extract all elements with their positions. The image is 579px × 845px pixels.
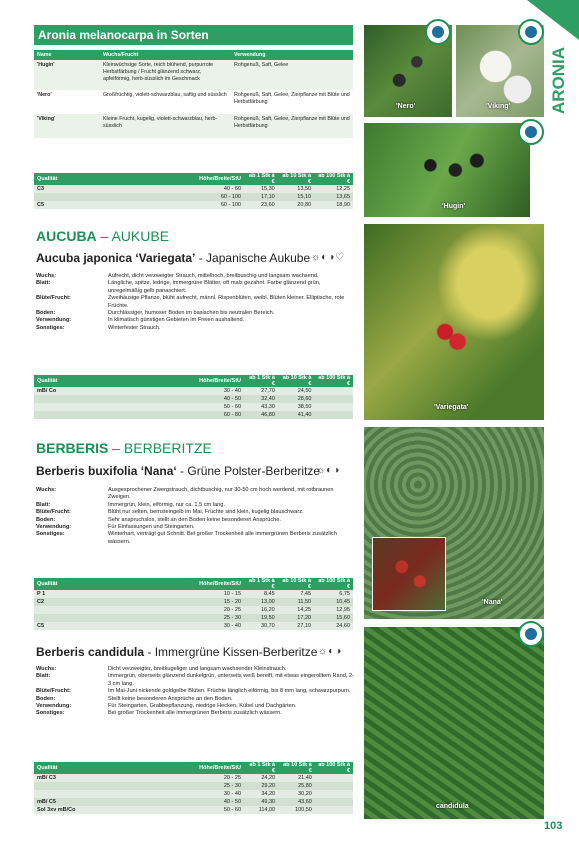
table-cell: 30 - 40: [164, 387, 244, 395]
table-cell: 38,50: [278, 403, 315, 411]
aucuba-properties: [36, 273, 354, 332]
table-cell: 28,60: [278, 395, 315, 403]
table-row: [34, 387, 353, 395]
table-cell: 49,30: [244, 798, 278, 806]
section-title-bold: BERBERIS: [36, 440, 109, 456]
sorten-table: [34, 50, 353, 138]
property-value: Immergrün, oberseits glänzend dunkelgrün, unterseits weiß bereift, mit etwas eingerolltem Rand, 2-3 cm lang.: [108, 673, 354, 687]
col-header: Qualität: [34, 173, 164, 185]
site-symbols-icon: ☼◐◑: [318, 646, 343, 657]
property-row: [36, 310, 354, 317]
table-cell: 8,45: [244, 590, 278, 598]
table-cell: 'Hugin': [34, 60, 100, 90]
col-header: ab 1 Stk à €: [244, 578, 278, 590]
photo-caption: candidula: [436, 803, 469, 810]
table-cell: C3: [34, 185, 164, 193]
property-row: [36, 295, 354, 310]
property-key: Blüte/Frucht:: [36, 509, 71, 516]
table-cell: 30,20: [278, 790, 315, 798]
table-cell: 25,80: [278, 782, 315, 790]
nana-price-table: [34, 578, 353, 630]
table-cell: [34, 782, 164, 790]
table-cell: 24,50: [278, 387, 315, 395]
page-number: 103: [544, 820, 563, 832]
property-row: [36, 531, 354, 546]
table-cell: 12,25: [314, 185, 353, 193]
property-key: Verwendung:: [36, 524, 72, 531]
col-header: ab 100 Stk à €: [314, 375, 353, 387]
table-cell: 18,90: [314, 201, 353, 209]
photo-caption: 'Nana': [482, 599, 503, 606]
property-value: Zweihäusige Pflanze, blüht aufrecht, männl. Rispenblüten, weibl. Blüten kleiner. Elliptische, rote Früchte.: [108, 295, 345, 309]
property-key: Sonstiges:: [36, 324, 65, 331]
plant-name: Berberis candidula: [36, 645, 145, 659]
table-cell: [34, 790, 164, 798]
col-header: ab 1 Stk à €: [244, 173, 278, 185]
table-cell: [314, 387, 353, 395]
property-row: [36, 325, 354, 332]
property-row: [36, 517, 354, 524]
col-header: Höhe/Breite/StU: [164, 173, 244, 185]
table-cell: 50 - 60: [164, 806, 244, 814]
photo-caption: 'Viking': [486, 103, 511, 110]
col-header: ab 10 Stk à €: [278, 762, 315, 774]
col-header: Name: [34, 50, 100, 60]
property-row: [36, 487, 354, 502]
table-cell: 21,40: [278, 774, 315, 782]
property-value: Immergrün, klein, eiförmig, nur ca. 1,5 cm lang.: [108, 501, 225, 508]
property-key: Blatt:: [36, 673, 51, 680]
table-cell: 32,40: [244, 395, 278, 403]
table-cell: [34, 606, 164, 614]
property-key: Sonstiges:: [36, 710, 65, 717]
property-value: Für Steingarten, Grabbepflanzung, niedrige Hecken, Kübel und Dachgärten.: [108, 703, 297, 710]
property-row: [36, 509, 354, 516]
table-row: [34, 114, 353, 138]
table-row: [34, 806, 353, 814]
table-cell: 60 - 100: [164, 193, 244, 201]
col-header: Höhe/Breite/StU: [164, 375, 244, 387]
nana-inset-photo: [372, 537, 446, 611]
property-value: Bei großer Trockenheit alle immergrünen Berberis zusätzlich wässern.: [108, 710, 282, 717]
property-key: Blüte/Frucht:: [36, 295, 71, 302]
table-cell: 114,00: [244, 806, 278, 814]
property-key: Sonstiges:: [36, 531, 65, 538]
table-row: [34, 193, 353, 201]
quality-seal-icon: [425, 19, 451, 45]
table-row: [34, 60, 353, 90]
table-cell: [315, 782, 353, 790]
table-cell: 20 - 25: [164, 774, 244, 782]
table-cell: 17,10: [244, 193, 278, 201]
property-row: [36, 273, 354, 280]
property-value: Stellt keine besonderen Ansprüche an den Boden.: [108, 695, 233, 702]
col-header: Höhe/Breite/StU: [164, 762, 244, 774]
site-symbols-icon: ☼◐◑: [316, 465, 341, 476]
table-cell: [34, 193, 164, 201]
property-key: Blüte/Frucht:: [36, 688, 71, 695]
table-cell: 'Viking': [34, 114, 100, 138]
table-cell: mB/ C5: [34, 798, 164, 806]
table-cell: C5: [34, 201, 164, 209]
table-row: [34, 590, 353, 598]
aronia-price-table: [34, 173, 353, 209]
table-row: [34, 798, 353, 806]
property-value: Winterhart, verträgt gut Schnitt. Bei großer Trockenheit alle immergrünen Berberis zusätzlich wässern.: [108, 531, 337, 545]
col-header: Qualität: [34, 375, 164, 387]
property-value: Durchlässiger, humoser Boden im basischen bis neutralen Bereich.: [108, 310, 275, 317]
table-cell: 27,10: [278, 622, 314, 630]
plant-name: Aucuba japonica ‘Variegata’: [36, 251, 196, 265]
plant-common-name: - Grüne Polster-Berberitze: [176, 464, 321, 478]
table-cell: 30 - 40: [164, 790, 244, 798]
property-row: [36, 666, 354, 673]
table-row: [34, 185, 353, 193]
table-cell: 13,65: [314, 193, 353, 201]
table-row: [34, 395, 353, 403]
plant-name: Berberis buxifolia ‘Nana‘: [36, 464, 177, 478]
table-cell: 16,20: [244, 606, 278, 614]
table-cell: Kleinwüchsige Sorte, reich blühend, purpurrote Herbstfärbung / Frucht glänzend schwarz, apfelförmig, herb-süsslich im Geschmack: [100, 60, 231, 90]
table-row: [34, 614, 353, 622]
table-row: [34, 774, 353, 782]
table-cell: C2: [34, 598, 164, 606]
side-section-label: ARONIA: [549, 46, 568, 114]
table-cell: 15,30: [244, 185, 278, 193]
table-cell: 17,20: [278, 614, 314, 622]
property-value: Blüht nur selten, bernsteingelb im Mai, Früchte sind klein, kugelig blauschwarz.: [108, 509, 304, 516]
photo-caption: 'Nero': [396, 103, 416, 110]
table-cell: 40 - 60: [164, 185, 244, 193]
table-cell: 43,60: [278, 798, 315, 806]
table-cell: 6,75: [314, 590, 353, 598]
col-header: ab 100 Stk à €: [314, 578, 353, 590]
table-cell: C5: [34, 622, 164, 630]
col-header: ab 10 Stk à €: [278, 173, 314, 185]
table-cell: 20,80: [278, 201, 314, 209]
table-cell: Kleine Frucht, kugelig, violett-schwarzblau, herb-süsslich: [100, 114, 231, 138]
table-cell: Sol 3xv mB/Co: [34, 806, 164, 814]
table-row: [34, 622, 353, 630]
property-row: [36, 524, 354, 531]
table-cell: [34, 395, 164, 403]
table-cell: 23,60: [244, 201, 278, 209]
col-header: ab 100 Stk à €: [314, 173, 353, 185]
table-cell: 30 - 40: [164, 622, 244, 630]
property-key: Boden:: [36, 516, 56, 523]
table-cell: mB/ C3: [34, 774, 164, 782]
table-cell: 30,70: [244, 622, 278, 630]
table-cell: [34, 614, 164, 622]
table-cell: 50 - 60: [164, 403, 244, 411]
col-header: ab 1 Stk à €: [244, 762, 278, 774]
table-row: [34, 598, 353, 606]
plant-common-name: - Japanische Aukube: [195, 251, 311, 265]
table-cell: [315, 774, 353, 782]
property-value: In klimatisch günstigen Gebieten im Freien aushaltend.: [108, 317, 245, 324]
photo-caption: 'Hugin': [442, 203, 466, 210]
table-cell: 13,50: [278, 185, 314, 193]
table-cell: 41,40: [278, 411, 315, 419]
table-row: [34, 790, 353, 798]
property-row: [36, 696, 354, 703]
col-header: Qualität: [34, 578, 164, 590]
table-cell: [315, 798, 353, 806]
property-key: Blatt:: [36, 501, 51, 508]
property-key: Wuchs:: [36, 666, 57, 672]
col-header: Qualität: [34, 762, 164, 774]
table-cell: 12,95: [314, 606, 353, 614]
table-cell: Rohgenuß, Saft, Gelee, Zierpflanze mit Blüte und Herbstfärbung: [231, 114, 353, 138]
col-header: Verwendung: [231, 50, 353, 60]
table-cell: 24,60: [314, 622, 353, 630]
property-value: Im Mai-Juni nickende goldgelbe Blüten. Früchte länglich eiförmig, bis 8 mm lang, schwarzpurpurn.: [108, 688, 351, 695]
property-key: Wuchs:: [36, 487, 57, 493]
table-cell: 'Nero': [34, 90, 100, 114]
table-cell: Großfrüchtig, violett-schwarzblau, saftig und süsslich: [100, 90, 231, 114]
table-row: [34, 201, 353, 209]
col-header: ab 10 Stk à €: [278, 375, 315, 387]
table-cell: 15 - 20: [164, 598, 244, 606]
nana-plant-title: [36, 464, 320, 478]
property-row: [36, 280, 354, 295]
variegata-photo: [364, 224, 544, 420]
table-row: [34, 782, 353, 790]
table-cell: Rohgenuß, Saft, Gelee, Zierpflanze mit Blüte und Herbstfärbung: [231, 90, 353, 114]
table-cell: 24,20: [244, 774, 278, 782]
table-cell: 20 - 25: [164, 606, 244, 614]
property-key: Wuchs:: [36, 273, 57, 279]
aucuba-price-table: [34, 375, 353, 419]
table-cell: 46,80: [244, 411, 278, 419]
table-cell: 43,30: [244, 403, 278, 411]
table-cell: 40 - 50: [164, 395, 244, 403]
table-cell: [315, 790, 353, 798]
property-row: [36, 688, 354, 695]
table-cell: 100,50: [278, 806, 315, 814]
quality-seal-icon: [518, 621, 544, 647]
col-header: ab 1 Stk à €: [244, 375, 278, 387]
table-cell: 19,50: [244, 614, 278, 622]
property-row: [36, 710, 354, 717]
property-value: Sehr anspruchslos, stellt an den Boden keine besonderen Ansprüche.: [108, 516, 281, 523]
table-cell: 15,60: [314, 614, 353, 622]
table-cell: 40 - 50: [164, 798, 244, 806]
quality-seal-icon: [518, 19, 544, 45]
candidula-properties: [36, 666, 354, 718]
property-value: Aufrecht, dicht verzweigter Strauch, mittelhoch, breitbuschig und langsam wachsend.: [108, 273, 319, 279]
table-cell: [34, 403, 164, 411]
aucuba-section-title: [36, 228, 169, 244]
candidula-price-table: [34, 762, 353, 814]
table-cell: P 1: [34, 590, 164, 598]
table-cell: [314, 395, 353, 403]
quality-seal-icon: [518, 119, 544, 145]
berberis-section-title: [36, 440, 212, 456]
property-row: [36, 703, 354, 710]
property-key: Boden:: [36, 695, 56, 702]
property-key: Verwendung:: [36, 317, 72, 324]
property-row: [36, 502, 354, 509]
candidula-plant-title: [36, 645, 317, 659]
table-cell: mB/ Co: [34, 387, 164, 395]
col-header: Höhe/Breite/StU: [164, 578, 244, 590]
photo-caption: 'Variegata': [434, 404, 469, 411]
section-title-rest: – AUKUBE: [96, 228, 170, 244]
table-row: [34, 606, 353, 614]
table-cell: [314, 403, 353, 411]
table-row: [34, 90, 353, 114]
table-cell: 25 - 30: [164, 614, 244, 622]
table-cell: [314, 411, 353, 419]
table-cell: 60 - 100: [164, 201, 244, 209]
table-cell: 15,10: [278, 193, 314, 201]
table-cell: 34,20: [244, 790, 278, 798]
table-cell: 25 - 30: [164, 782, 244, 790]
table-cell: 10,45: [314, 598, 353, 606]
nana-properties: [36, 487, 354, 546]
table-cell: 13,00: [244, 598, 278, 606]
table-cell: [315, 806, 353, 814]
sorten-title: Aronia melanocarpa in Sorten: [34, 25, 353, 45]
property-row: [36, 673, 354, 688]
section-title-bold: AUCUBA: [36, 228, 97, 244]
table-cell: 27,70: [244, 387, 278, 395]
table-row: [34, 403, 353, 411]
section-title-rest: – BERBERITZE: [108, 440, 212, 456]
table-cell: 10 - 15: [164, 590, 244, 598]
table-cell: 11,50: [278, 598, 314, 606]
property-key: Verwendung:: [36, 703, 72, 710]
property-key: Blatt:: [36, 280, 51, 287]
property-value: Für Einfassungen und Steingarten.: [108, 524, 195, 531]
aucuba-plant-title: [36, 251, 310, 265]
property-value: Winterfester Strauch.: [108, 324, 161, 331]
table-cell: Rohgenuß, Saft, Gelee: [231, 60, 353, 90]
property-value: Längliche, spitze, ledrige, immergrüne Blätter, oft mals gezahnt. Farbe glänzend grün, unregelmäßig gelb panaschiert.: [108, 280, 321, 294]
col-header: ab 10 Stk à €: [278, 578, 314, 590]
table-cell: 60 - 80: [164, 411, 244, 419]
site-symbols-icon: ☼◐◑♡: [311, 252, 346, 263]
col-header: Wuchs/Frucht: [100, 50, 231, 60]
property-value: Ausgesprochener Zwergstrauch, dichtbuschig, nur 30-50 cm hoch werdend, mit rotbraunen Zweigen.: [108, 487, 334, 501]
table-cell: 7,45: [278, 590, 314, 598]
property-value: Dicht verzweigter, breitkugeliger und langsam wachsender Kleinstrauch.: [108, 666, 287, 672]
col-header: ab 100 Stk à €: [315, 762, 353, 774]
property-row: [36, 317, 354, 324]
table-cell: [34, 411, 164, 419]
table-row: [34, 411, 353, 419]
plant-common-name: - Immergrüne Kissen-Berberitze: [144, 645, 318, 659]
property-key: Boden:: [36, 310, 56, 317]
nana-photo: [364, 427, 544, 619]
hugin-photo: [364, 123, 530, 217]
table-cell: 29,20: [244, 782, 278, 790]
candidula-photo: [364, 627, 544, 819]
table-cell: 14,25: [278, 606, 314, 614]
